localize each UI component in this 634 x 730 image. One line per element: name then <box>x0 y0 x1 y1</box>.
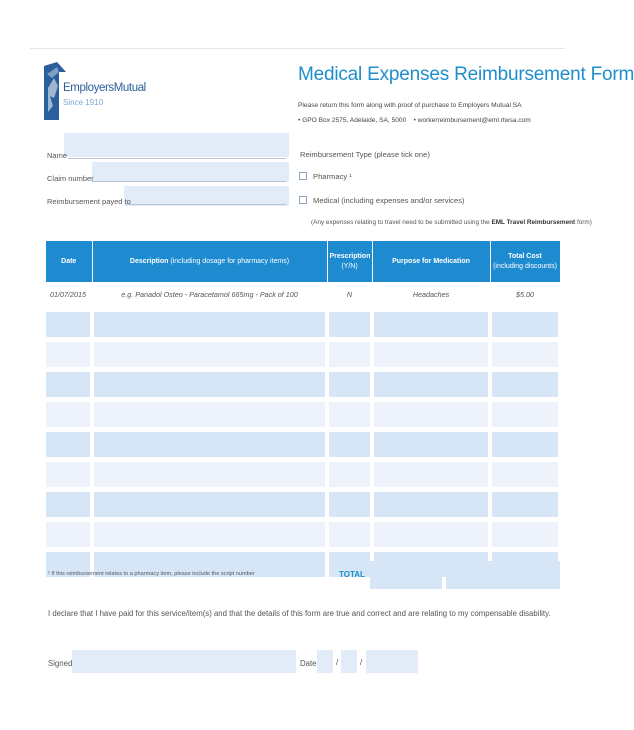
travel-form-name: EML Travel Reimbursement <box>491 219 576 226</box>
cell-purpose-input[interactable] <box>372 490 490 520</box>
cell-prescription: N <box>327 282 372 310</box>
travel-note: (Any expenses relating to travel need to be submitted using the EML Travel Reimbursement form) <box>311 219 592 226</box>
name-field[interactable] <box>68 158 286 159</box>
total-purpose-cell <box>370 561 442 589</box>
cell-description-input[interactable] <box>92 400 327 430</box>
postal-address: GPO Box 2575, Adelaide, SA, 5000 <box>302 117 407 124</box>
cell-purpose-input[interactable] <box>372 520 490 550</box>
expenses-table <box>46 241 562 582</box>
table-row-example <box>46 282 560 310</box>
payee-box <box>124 186 289 206</box>
medical-option[interactable] <box>299 196 465 205</box>
cell-purpose-input[interactable] <box>372 340 490 370</box>
cell-description-input[interactable] <box>92 520 327 550</box>
payee-label: Reimbursement payed to <box>47 197 131 206</box>
cell-total-input[interactable] <box>490 340 560 370</box>
medical-option-label: Medical (including expenses and/or services) <box>313 196 465 205</box>
bullet-icon: • <box>298 117 301 124</box>
cell-prescription-input[interactable] <box>327 520 372 550</box>
page-top-rule <box>30 48 565 49</box>
date-separator: / <box>336 658 339 667</box>
total-amount-field[interactable] <box>446 561 560 589</box>
claim-number-field[interactable] <box>92 181 286 182</box>
cell-description-input[interactable] <box>92 430 327 460</box>
table-row <box>46 340 560 370</box>
table-row <box>46 490 560 520</box>
cell-total-input[interactable] <box>490 400 560 430</box>
cell-total-input[interactable] <box>490 460 560 490</box>
col-header-date: Date <box>46 241 92 282</box>
return-instructions: Please return this form along with proof of purchase to Employers Mutual SA <box>298 102 522 109</box>
cell-total-input[interactable] <box>490 430 560 460</box>
cell-description-input[interactable] <box>92 370 327 400</box>
cell-purpose-input[interactable] <box>372 310 490 340</box>
cell-description-input[interactable] <box>92 340 327 370</box>
field-box-top <box>64 133 289 157</box>
claim-number-label: Claim number <box>47 174 94 183</box>
col-header-description: Description (including dosage for pharmacy items) <box>92 241 327 282</box>
cell-purpose-input[interactable] <box>372 460 490 490</box>
date-year-field[interactable] <box>366 650 418 673</box>
cell-date-input[interactable] <box>46 520 92 550</box>
col-header-prescription: Prescription (Y/N) <box>327 241 372 282</box>
payee-field[interactable] <box>126 204 286 205</box>
cell-date: 01/07/2015 <box>46 282 92 310</box>
cell-prescription-input[interactable] <box>327 490 372 520</box>
cell-prescription-input[interactable] <box>327 310 372 340</box>
logo-company-name: EmployersMutual <box>63 82 146 94</box>
cell-description-input[interactable] <box>92 460 327 490</box>
pharmacy-footnote: ¹ If this reimbursement relates to a pharmacy item, please include the script number <box>48 571 255 577</box>
cell-date-input[interactable] <box>46 400 92 430</box>
cell-total-input[interactable] <box>490 370 560 400</box>
cell-prescription-input[interactable] <box>327 430 372 460</box>
table-header-row <box>46 241 560 282</box>
cell-date-input[interactable] <box>46 310 92 340</box>
cell-date-input[interactable] <box>46 490 92 520</box>
employers-mutual-logo <box>44 62 174 122</box>
table-row <box>46 370 560 400</box>
cell-purpose-input[interactable] <box>372 430 490 460</box>
address-line <box>298 117 531 124</box>
declaration-text: I declare that I have paid for this service/item(s) and that the details of this form are true and correct and are relating to my compensable disability. <box>48 609 551 618</box>
table-row <box>46 400 560 430</box>
total-label: TOTAL <box>339 570 365 579</box>
cell-prescription-input[interactable] <box>327 460 372 490</box>
cell-total-input[interactable] <box>490 310 560 340</box>
cell-date-input[interactable] <box>46 340 92 370</box>
cell-prescription-input[interactable] <box>327 340 372 370</box>
cell-total-input[interactable] <box>490 490 560 520</box>
date-day-field[interactable] <box>317 650 333 673</box>
table-row <box>46 460 560 490</box>
cell-description-input[interactable] <box>92 490 327 520</box>
email-address[interactable]: workerreimbursement@eml.rtwsa.com <box>417 117 531 124</box>
date-separator: / <box>360 658 363 667</box>
cell-date-input[interactable] <box>46 370 92 400</box>
reimbursement-type-label: Reimbursement Type (please tick one) <box>300 150 430 159</box>
pharmacy-option-label: Pharmacy ¹ <box>313 172 352 181</box>
cell-description-input[interactable] <box>92 310 327 340</box>
bullet-icon: • <box>413 117 416 124</box>
checkbox-icon[interactable] <box>299 172 307 180</box>
pharmacy-option[interactable] <box>299 172 352 181</box>
table-row <box>46 310 560 340</box>
table-row <box>46 430 560 460</box>
date-label: Date <box>300 659 317 668</box>
col-header-total: Total Cost (including discounts) <box>490 241 560 282</box>
cell-date-input[interactable] <box>46 460 92 490</box>
cell-purpose-input[interactable] <box>372 370 490 400</box>
col-header-purpose: Purpose for Medication <box>372 241 490 282</box>
form-title: Medical Expenses Reimbursement Form <box>298 64 634 85</box>
cell-total-input[interactable] <box>490 520 560 550</box>
cell-description: e.g. Panadol Osteo - Paracetamol 665mg - Pack of 100 <box>92 282 327 310</box>
logo-since-text: Since 1910 <box>63 98 104 107</box>
cell-total: $5.00 <box>490 282 560 310</box>
signature-field[interactable] <box>72 650 296 673</box>
cell-prescription-input[interactable] <box>327 370 372 400</box>
claim-number-box <box>92 162 289 182</box>
cell-purpose-input[interactable] <box>372 400 490 430</box>
cell-prescription-input[interactable] <box>327 400 372 430</box>
name-label: Name <box>47 151 68 160</box>
table-row <box>46 520 560 550</box>
date-month-field[interactable] <box>341 650 357 673</box>
checkbox-icon[interactable] <box>299 196 307 204</box>
signed-label: Signed <box>48 659 73 668</box>
cell-purpose: Headaches <box>372 282 490 310</box>
cell-date-input[interactable] <box>46 430 92 460</box>
